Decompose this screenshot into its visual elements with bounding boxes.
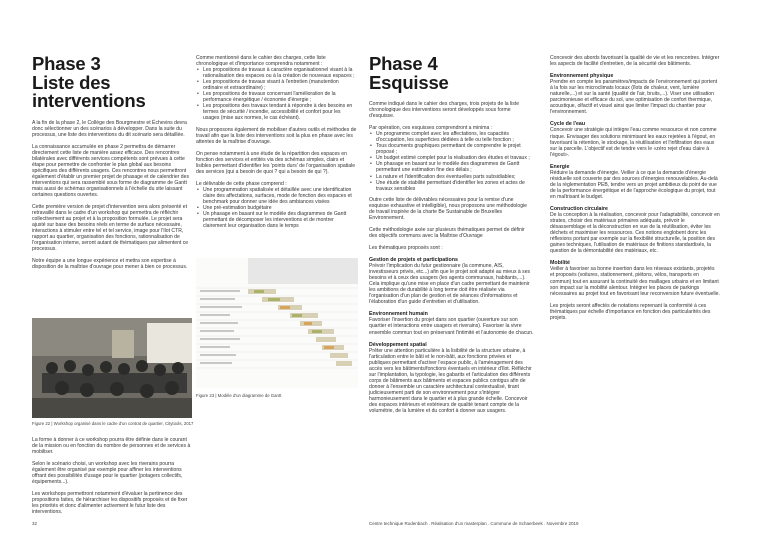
heading-physique: Environnement physique [550, 73, 614, 80]
phase3-paragraph: Notre équipe a une longue expérience et mettra son expertise à disposition de la maîtrise d'ouvrage pour mener à bien ce processus. [32, 258, 188, 271]
phase4-bullets [369, 131, 534, 191]
workshop-photo-image [32, 318, 192, 418]
liste-paragraph: Le délivrable de cette phase comprend : [196, 180, 287, 187]
heading-energie: Energie [550, 163, 570, 170]
photo-caption: Figure 22 | Workshop organisé dans le cadre d'un contrat de quartier, Citytools, 2017 [32, 421, 194, 426]
deliverable-bullets [196, 187, 358, 229]
list-item: • Un budget estimé complet pour la réalisation des études et travaux ; [376, 155, 534, 161]
list-item: • Les propositions des travaux tendant à répondre à des besoins en termes de sécurité / incendie, accessibilité et confort pour les usages (mise aux normes, le cas échéant). [203, 103, 358, 121]
themes-paragraph: Concevoir des abords favorisant la qualité de vie et les rencontres. Intégrer les aspects de facilité d'entretien, de la sécurité des bâtiments. [550, 55, 720, 68]
phase4-paragraph: Comme indiqué dans le cahier des charges, trois projets de la liste chronologique des interventions seront développés sous forme d'esquisse. [369, 101, 520, 120]
column-phase3-after [32, 437, 192, 522]
list-item: • Les propositions de travaux à caractère organisationnel visant à la rationalisation des espaces ou à la création de nouveaux espaces ; [203, 67, 358, 79]
list-item: • Une programmation spatialisée et détaillée avec une identification claire des affectations, surfaces, mode de fonction des espaces et benchmark pour donner une idée des ambiances visées [203, 187, 358, 205]
physique-text: Prendre en compte les paramètres/impacts de l'environnement qui portent à la fois sur les microclimats locaux (îlots de chaleur, vent, lumière naturelle,...) et sur la santé (qualité de l'air, bruits,...). Viser une utilisation parcimonieuse et efficace du sol, une optimisation de confort thermique, acoustique, olfactif et visuel ainsi que limiter l'impact du chantier pour l'environnement. [550, 79, 718, 116]
footer-text: Centre technique Rodenbach . Réalisation d'un masterplan . Commune de Schaerbeek . Novembre 2019 [369, 521, 579, 526]
phase3-paragraph: Les workshops permettront notamment d'évaluer la pertinence des propositions faites, de hiérarchiser les dispositifs proposés et de fixer les priorités et donc d'alimenter activement le futur liste des interventions. [32, 491, 188, 516]
column-themes [550, 55, 720, 327]
phase3-paragraph: A la fin de la phase 2, le Collège des Bourgmestre et Échevins devra donc sélectionner un des scénarios à développer. Dans la suite du processus, une liste des interventions du dit scénario sera détaillée. [32, 119, 187, 138]
list-item: • Les propositions de travaux visant à l'entretien (manutention ordinaire et extraordinaire) ; [203, 79, 358, 91]
gantt-diagram [196, 258, 358, 388]
phase4-paragraph: Les thématiques proposés sont : [369, 244, 443, 251]
themes-final: Les projets seront affectés de notations reprenant la conformité à ces thématiques par échelle d'importance en fonction des particularités des projets. [550, 302, 711, 321]
phase4-title-line2: Esquisse [369, 71, 449, 93]
workshop-photo [32, 318, 192, 418]
gantt-diagram-image [196, 258, 358, 388]
page-number: 32 [32, 521, 38, 526]
liste-paragraph: Nous proposons également de mobiliser d'autres outils et méthodes de travail afin que la liste des interventions soit la plus en phase avec les attentes de la maîtrise d'ouvrage. [196, 126, 357, 145]
list-item: • Un programme complet avec les affectations, les capacités d'occupation, les superficies dédiées à telle ou telle fonction ; [376, 131, 534, 143]
heading-spatial: Développement spatial [369, 341, 427, 348]
gantt-caption: Figure 23 | Modèle d'un diagramme de Gantt [196, 393, 282, 398]
list-item: • Un phasage en basant sur le modèle des diagrammes de Gantt permettant une estimation fine des délais ; [376, 161, 534, 173]
gestion-text: Prévoir l'implication du futur gestionnaire (la commune, AIS, investisseurs privés, etc...) afin que le projet soit adapté au mieux à ses besoins et à ceux des usagers (les agents communaux, habitants,...). Cela implique qu'une mise en place d'un cadre permettant de maintenir les ambitions de durabilité à long terme doit être réalisée via l'organisation d'un plan de gestion et de séances d'informations et l'élaboration d'un guide d'entretien et d'utilisation. [369, 263, 531, 306]
construction-text: De la conception à la réalisation, concevoir pour l'adaptabilité, concevoir en strates, choisir des matériaux primaires adéquats, prévoir le désassemblage et la déconstruction en vue de la réutilisation, éviter les déchets et maximiser les ressources. Ces notions englobent donc les réflexions portant par exemple sur la flexibilité structurelle, la position des gaines techniques, l'utilisation de matériaux de finitions standardisés, la question de la démontabilité des matériaux, etc. [550, 212, 720, 255]
column-phase4 [369, 55, 534, 420]
liste-intro: Comme mentionné dans le cahier des charges, cette liste chronologique et d'importance comprendra notamment : [196, 55, 326, 68]
heading-mobilite: Mobilité [550, 260, 571, 267]
phase3-paragraph: La connaissance accumulée en phase 2 permettra de démarrer directement cette liste de manière assez efficace. Des rencontres bilatérales avec différents services compétents sont prévues à cette étape pour permettre de confronter le plan global aux besoins spécifiques des différents usagers. Ces rencontres nous permettront également d'établir un premier projet de phasage et de calendrier des interventions qui sera rassemblé sous forme de diagramme de Gantt mais aussi de schémas organisationnels à l'échelle du site laissant certaines questions ouvertes. [32, 143, 189, 199]
list-item: • Une pré-estimation budgétaire [203, 205, 358, 211]
heading-construction: Construction circulaire [550, 205, 608, 212]
phase3-title-line2: Liste des interventions [32, 71, 146, 111]
phase4-paragraph: Cette méthodologie axée sur plusieurs thématiques permet de définir des objectifs communs avec la Maîtrise d'Ouvrage [369, 226, 525, 239]
eau-text: Concevoir une stratégie qui intègre l'eau comme ressource et non comme risque. Envisager des solutions minimisant les eaux rejetées à l'égout, en favorisant la rétention, le stockage, la réutilisation et l'infiltration des eaux sur la parcelle. L'objectif est de tendre vers le «zéro rejet d'eau claire à l'égout». [550, 127, 717, 158]
liste-paragraph: On pense notamment à une étude de la répartition des espaces en fonction des services et entités via des schémas simples, clairs et lisibles permettant d'identifier les 'points durs' de l'organisation spatiale des services (qui a besoin de quoi ? qui a besoin de qui ?). [196, 150, 356, 175]
mobilite-text: Veiller à favoriser sa bonne insertion dans les réseaux existants, projetés et proposés (voitures, stationnement, piétons, vélos, transports en commun) tout en assurant la continuité des maillages urbains et en limitant son impact sur la mobilité alentour. Intégrer les places de parkings nécessaires au projet tout en favorisant leur reconversion future éventuelle. [550, 266, 720, 297]
spatial-text: Prêter une attention particulière à la lisibilité de la structure urbaine, à l'articulation entre le bâti et le non-bâti, aux fonctions privées et publiques permettant d'activer l'espace public, à l'aménagement des accès vers les bâtiments/fonctions éventuels en intérieur d'îlot. Réfléchir sur l'implantation, la typologie, les gabarits et l'articulation des différents corps de bâtiments aux bâtiments et espaces publics contigus afin de donner à l'ensemble un caractère architectural contextualisé, tirant judicieusement parti de son environnement pour s'intégrer harmonieusement dans le quartier et à plus grande échelle. Concevoir des espaces intérieurs et extérieurs de qualité tenant compte de la volumétrie, de la lumière et du confort à donner aux usagers. [369, 347, 532, 415]
column-liste [196, 55, 358, 234]
phase4-paragraph: Par opération, ces esquisses comprendront a minima : [369, 125, 493, 132]
phase3-title [32, 55, 190, 111]
phase4-paragraph: Outre cette liste de délivrables nécessaires pour la remise d'une esquisse exhaustive et intelligible), nous proposons une méthodologie de travail inspirée de la charte Be Sustainable de Bruxelles Environnement. [369, 196, 528, 221]
phase3-paragraph: Cette première version de projet d'intervention sera alors présenté et retravaillé dans le cadre d'un workshop qui permettra de réfléchir collectivement au projet et à la proposition formulée. Le projet sera ajusté sur base des besoins réels en terme de surface nécessaire, interactions à stimuler entre tel et tel service, image pour l'Ilot CTR, rapport au quartier, organisation des fonctions, rationnalisation de l'organisation interne, seront autant de thématiques par alimentent ce processus. [32, 204, 189, 253]
list-item: • La nature et l'identification des éventuelles parts subsidiables; [376, 174, 534, 180]
phase3-paragraph: Selon le scénario choisi, un workshop avec les riverains pourra également être organisé par exemple pour affiner les interventions offrant des possibilités d'usage pour le quartier (potagers collectifs, équipements...). [32, 461, 183, 486]
list-item: • Les propositions de travaux concernant l'amélioration de la performance énergétique / économie d'énergie ; [203, 91, 358, 103]
heading-gestion: Gestion de projets et participations [369, 256, 458, 263]
column-phase3 [32, 55, 190, 277]
heading-eau: Cycle de l'eau [550, 121, 586, 128]
list-item: • Une étude de stabilité permettant d'identifier les zones et actes de travaux sensibles [376, 180, 534, 192]
list-item: • Un phasage en basant sur le modèle des diagrammes de Gantt permettant de décomposer les interventions et de montrer clairement leur organisation dans le temps [203, 211, 358, 229]
list-item: • Tous documents graphiques permettant de comprendre le projet proposé ; [376, 143, 534, 155]
phase4-title-line1: Phase 4 [369, 53, 438, 74]
phase4-title [369, 55, 534, 92]
liste-bullets [196, 67, 358, 121]
humain-text: Favoriser l'insertion du projet dans son quartier (ouverture sur son quartier et interactions entre usagers et riverains). Favoriser la vivre ensemble commun tout en préservant l'intimité et l'autonomie de chacun. [369, 317, 534, 336]
energie-text: Réduire la demande d'énergie. Veiller à ce que la demande d'énergie résiduelle soit couverte par des sources d'énergies renouvelables. Au-delà de la réglementation PEB, tendre vers un projet ambitieux du point de vue de la performance énergétique et de l'approche écologique du projet, tout en maîtrisant le budget. [550, 169, 718, 200]
phase3-paragraph: La forme à donner à ce workshop pourra être définie dans le courant de la mission ou en fonction du nombre de personnes et de services à mobiliser. [32, 437, 191, 456]
phase3-title-line1: Phase 3 [32, 53, 101, 74]
heading-humain: Environnement humain [369, 311, 428, 318]
